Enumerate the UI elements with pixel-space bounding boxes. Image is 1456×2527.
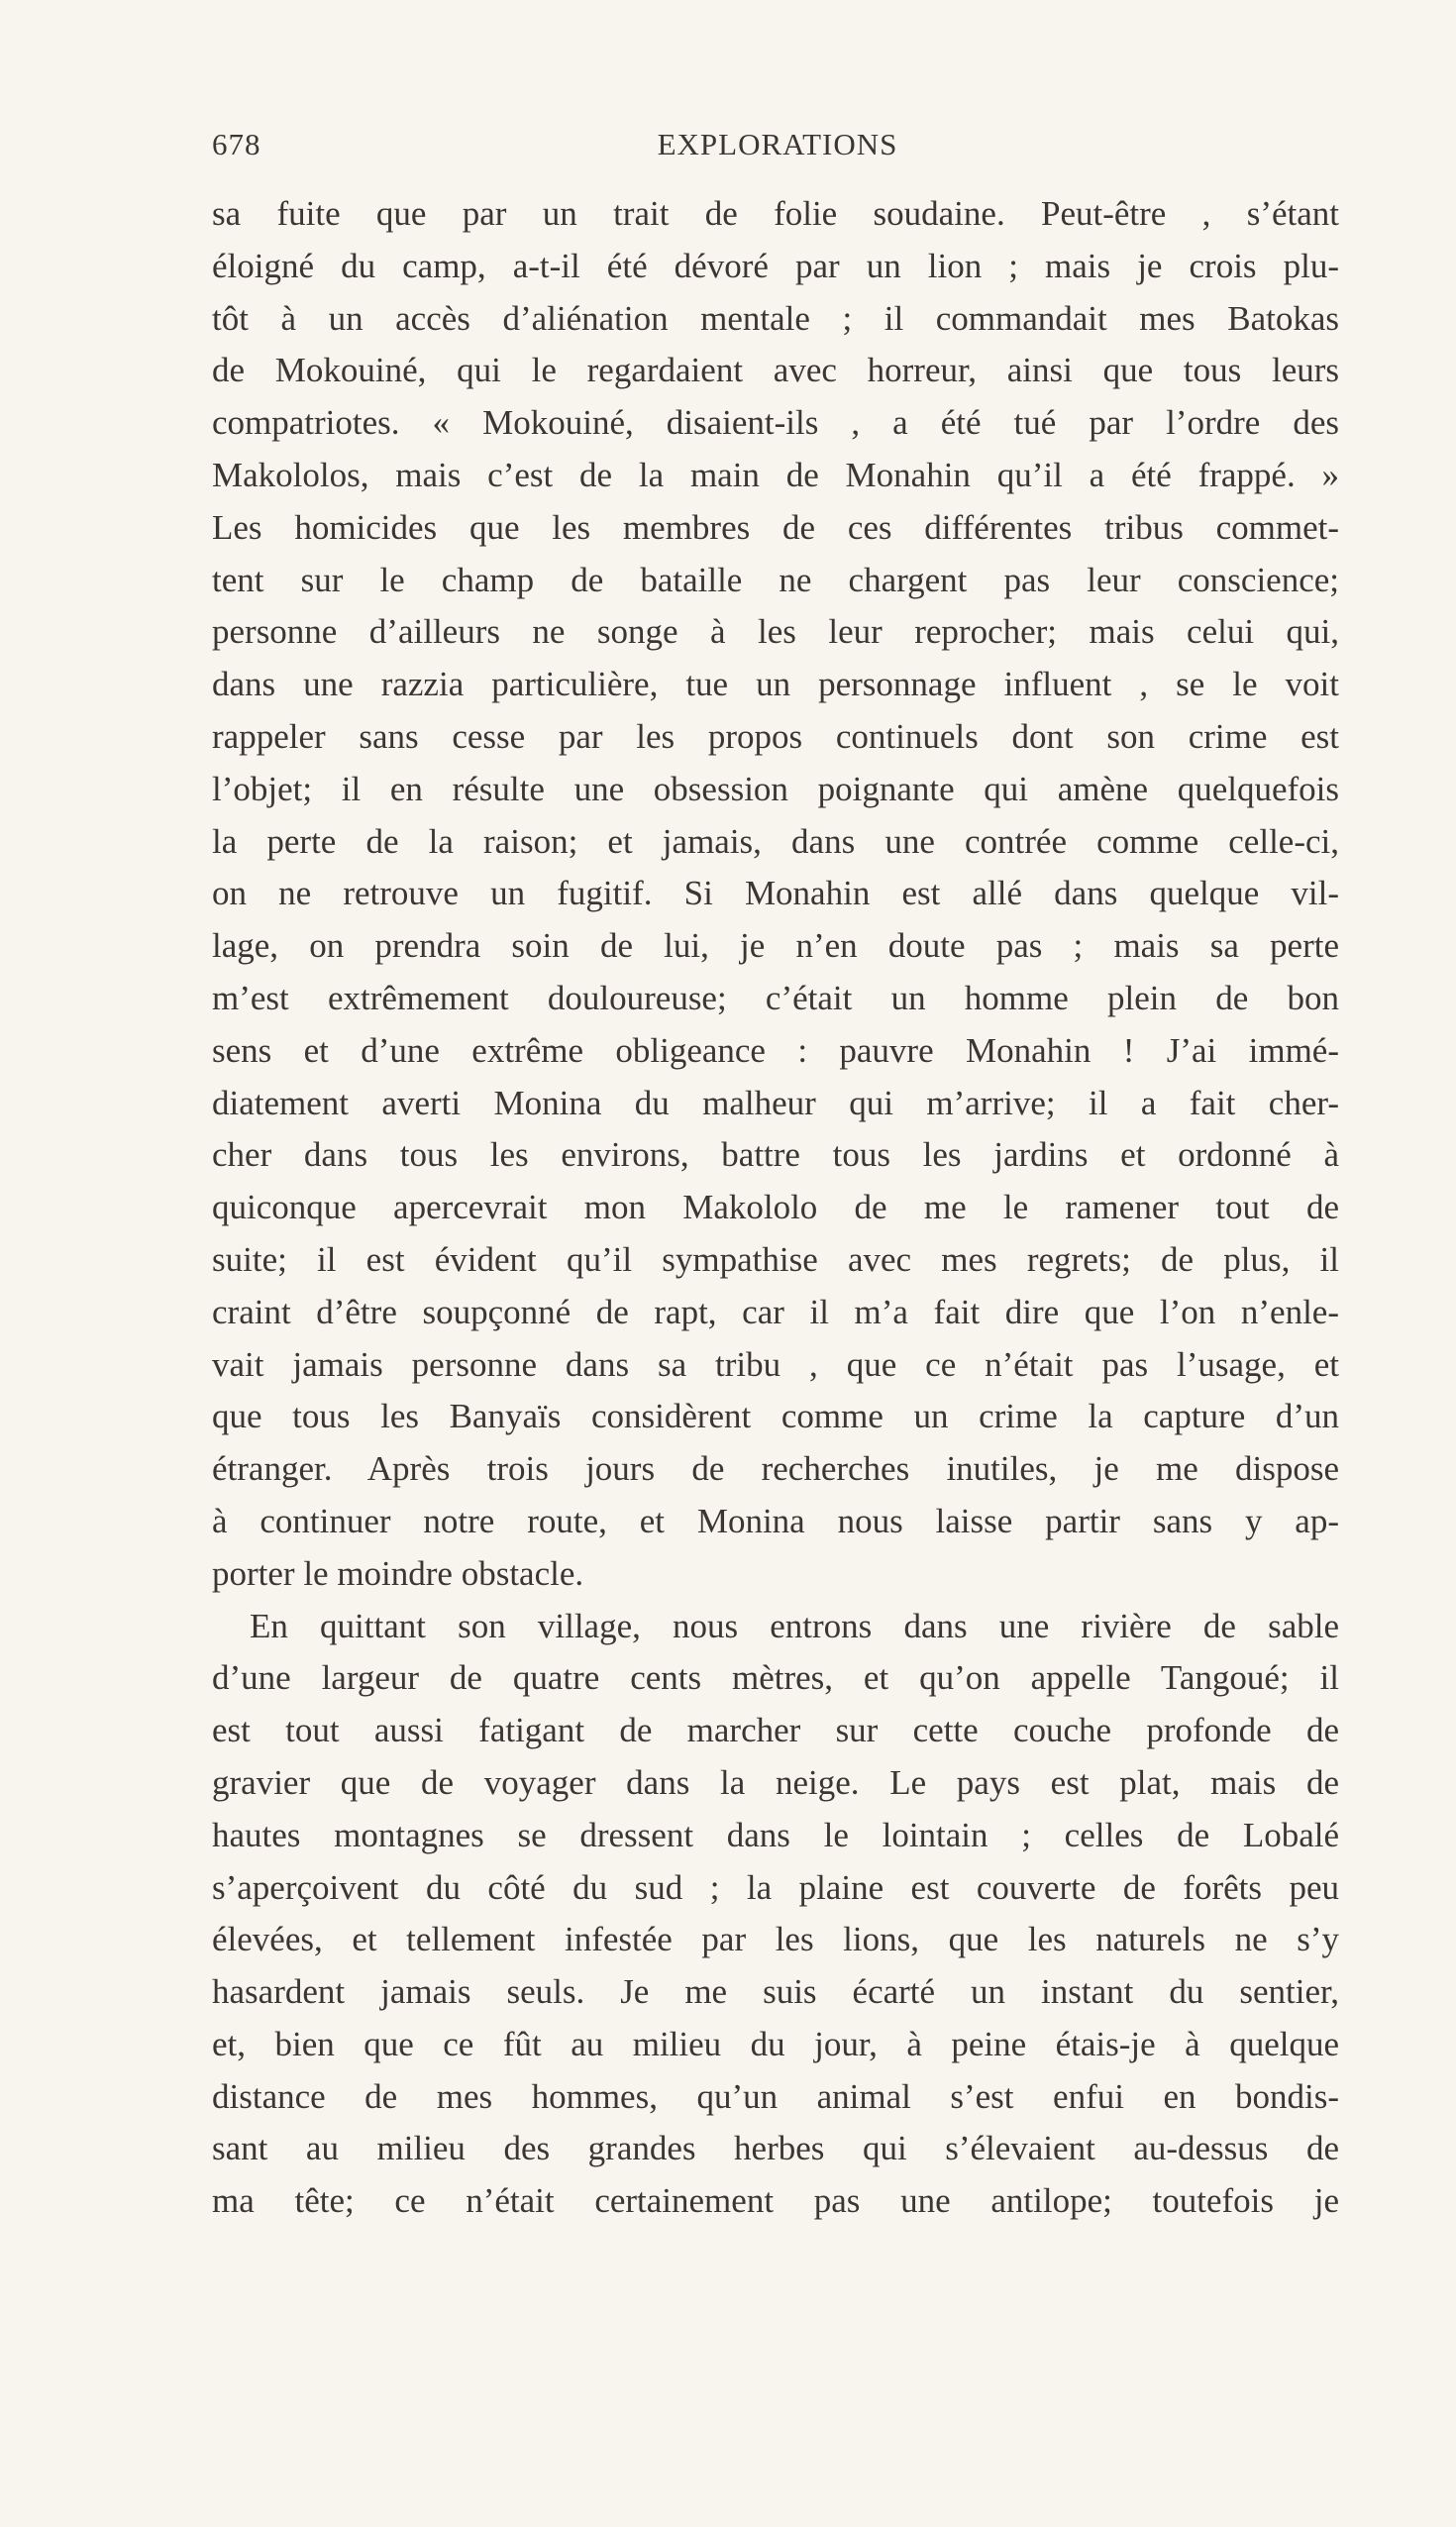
text-line: personne d’ailleurs ne songe à les leur reprocher; mais celui qui, [212,612,1339,652]
text-line: En quittant son village, nous entrons dans une rivière de sable [250,1606,1339,1645]
text-line: Makololos, mais c’est de la main de Monahin qu’il a été frappé. » [212,455,1339,494]
text-line: s’aperçoivent du côté du sud ; la plaine est couverte de forêts peu [212,1867,1339,1907]
text-line: m’est extrêmement douloureuse; c’était un homme plein de bon [212,978,1339,1017]
text-line: suite; il est évident qu’il sympathise avec mes regrets; de plus, il [212,1239,1339,1279]
text-line: éloigné du camp, a-t-il été dévoré par un lion ; mais je crois plu- [212,246,1339,285]
text-line: compatriotes. « Mokouiné, disaient-ils , a été tué par l’ordre des [212,403,1339,443]
text-line: distance de mes hommes, qu’un animal s’est enfui en bondis- [212,2076,1339,2116]
text-line: et, bien que ce fût au milieu du jour, à peine étais-je à quelque [212,2024,1339,2063]
text-line: sens et d’une extrême obligeance : pauvre Monahin ! J’ai immé- [212,1030,1339,1070]
text-line: que tous les Banyaïs considèrent comme un crime la capture d’un [212,1397,1339,1436]
text-line: élevées, et tellement infestée par les lions, que les naturels ne s’y [212,1920,1339,1959]
text-line: hautes montagnes se dressent dans le lointain ; celles de Lobalé [212,1815,1339,1854]
text-line: craint d’être soupçonné de rapt, car il m’a fait dire que l’on n’enle- [212,1292,1339,1331]
text-line: diatement averti Monina du malheur qui m’arrive; il a fait cher- [212,1083,1339,1122]
text-line: est tout aussi fatigant de marcher sur cette couche profonde de [212,1711,1339,1750]
text-line: tent sur le champ de bataille ne chargent pas leur conscience; [212,560,1339,599]
body-text [212,188,1339,2228]
text-line: lage, on prendra soin de lui, je n’en doute pas ; mais sa perte [212,926,1339,966]
text-line: Les homicides que les membres de ces différentes tribus commet- [212,507,1339,547]
text-line: cher dans tous les environs, battre tous les jardins et ordonné à [212,1135,1339,1175]
text-line: gravier que de voyager dans la neige. Le pays est plat, mais de [212,1762,1339,1802]
text-line: la perte de la raison; et jamais, dans une contrée comme celle-ci, [212,821,1339,861]
text-line: étranger. Après trois jours de recherches inutiles, je me dispose [212,1449,1339,1489]
text-line: à continuer notre route, et Monina nous laisse partir sans y ap- [212,1501,1339,1540]
text-line: quiconque apercevrait mon Makololo de me le ramener tout de [212,1188,1339,1227]
text-line: dans une razzia particulière, tue un personnage influent , se le voit [212,665,1339,704]
running-title: EXPLORATIONS [657,127,898,161]
text-line: l’objet; il en résulte une obsession poignante qui amène quelquefois [212,769,1339,808]
text-line: d’une largeur de quatre cents mètres, et qu’on appelle Tangoué; il [212,1658,1339,1698]
text-line: rappeler sans cesse par les propos continuels dont son crime est [212,716,1339,756]
text-line: ma tête; ce n’était certainement pas une antilope; toutefois je [212,2181,1339,2221]
text-line: sant au milieu des grandes herbes qui s’élevaient au-dessus de [212,2129,1339,2168]
text-line: hasardent jamais seuls. Je me suis écarté un instant du sentier, [212,1972,1339,2012]
text-line: on ne retrouve un fugitif. Si Monahin est allé dans quelque vil- [212,874,1339,913]
text-line: vait jamais personne dans sa tribu , que ce n’était pas l’usage, et [212,1344,1339,1384]
text-line: de Mokouiné, qui le regardaient avec horreur, ainsi que tous leurs [212,351,1339,390]
page-number: 678 [212,127,261,161]
text-line: tôt à un accès d’aliénation mentale ; il commandait mes Batokas [212,298,1339,338]
text-line: sa fuite que par un trait de folie soudaine. Peut-être , s’étant [212,194,1339,233]
text-line: porter le moindre obstacle. [212,1553,584,1593]
